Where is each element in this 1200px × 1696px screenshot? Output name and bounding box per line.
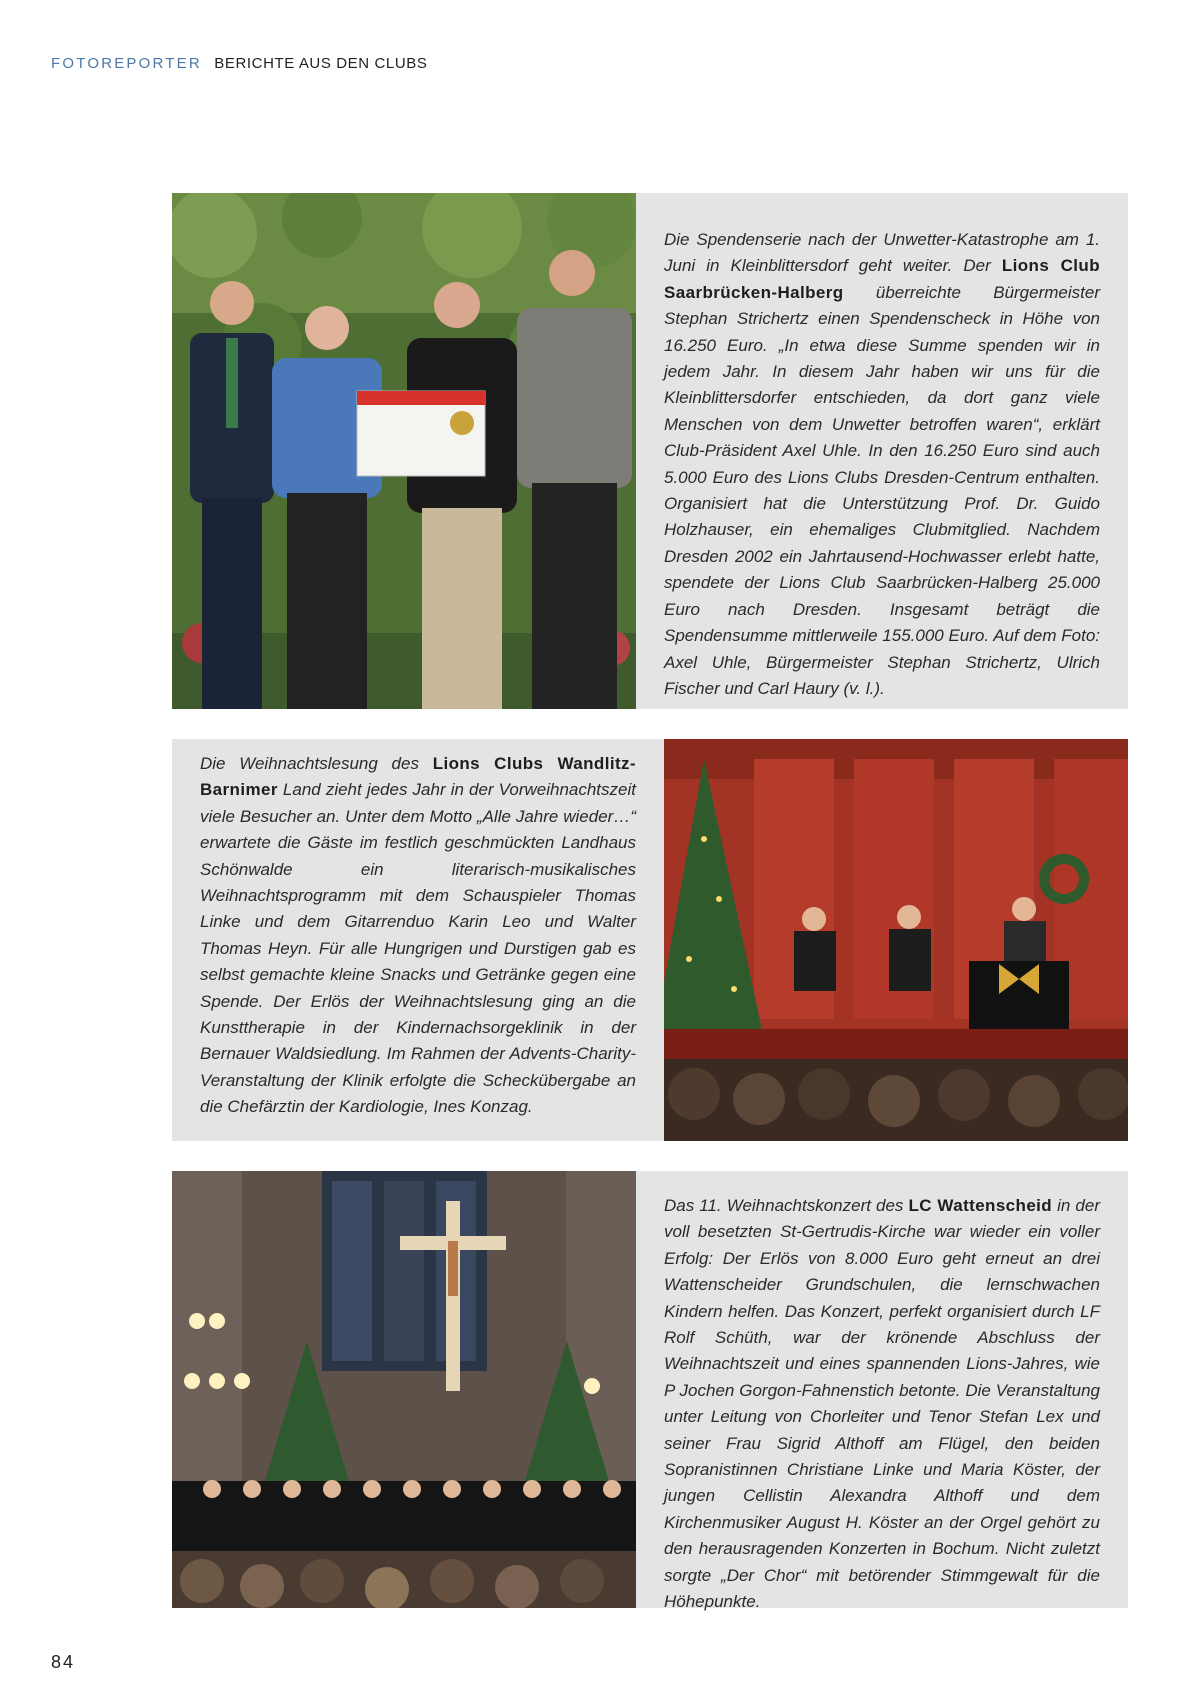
article-2-text: Die Weihnachtslesung des Lions Clubs Wandlitz-Barnimer Land zieht jedes Jahr in der Vorweihnachtszeit viele Besucher an. Unter dem Motto „Alle Jahre wieder…“ erwartete die Gäste im festlich geschmückten Landhaus Schönwalde ein literarisch-musikalisches Weihnachtsprogramm mit dem Schauspieler Thomas Linke und dem Gitarrenduo Karin Leo und Walter Thomas Heyn. Für alle Hungrigen und Durstigen gab es selbst gemachte kleine Snacks und Getränke gegen eine Spende. Der Erlös der Weihnachtslesung ging an die Kunsttherapie in der Kindernachsorgeklinik in der Bernauer Waldsiedlung. Im Rahmen der Advents-Charity-Veranstaltung der Klinik erfolgte die Scheckübergabe an die Chefärztin der Kardiologie, Ines Konzag. xyxy=(172,739,664,1141)
photo-check-handover xyxy=(172,193,636,709)
article-3-text: Das 11. Weihnachtskonzert des LC Wattenscheid in der voll besetzten St-Gertrudis-Kirche war wieder ein voller Erfolg: Der Erlös von 8.000 Euro geht erneut an drei Wattenscheider Grundschulen, die lernschwachen Kindern helfen. Das Konzert, perfekt organisiert durch LF Rolf Schüth, war der krönende Abschluss der Weihnachtszeit und eines spannenden Lions-Jahres, wie P Jochen Gorgon-Fahnenstich betonte. Die Veranstaltung unter Leitung von Chorleiter und Tenor Stefan Lex und seiner Frau Sigrid Althoff am Flügel, den beiden Sopranistinnen Christiane Linke und Maria Köster, der jungen Cellistin Alexandra Althoff und dem Kirchenmusiker August H. Köster an der Orgel gehört zu den herausragenden Konzerten in Bochum. Nicht zuletzt sorgte „Der Chor“ mit betörender Stimmgewalt für die Höhepunkte. xyxy=(636,1171,1128,1608)
page-header xyxy=(51,55,428,72)
club-name: LC Wattenscheid xyxy=(908,1196,1053,1215)
article-1-text: Die Spendenserie nach der Unwetter-Katastrophe am 1. Juni in Kleinblittersdorf geht weiter. Der Lions Club Saarbrücken-Halberg überreichte Bürgermeister Stephan Strichertz einen Spendenscheck in Höhe von 16.250 Euro. „In etwa diese Summe spenden wir in jedem Jahr. In diesem Jahr haben wir uns für die Kleinblittersdorfer entschieden, da dort ganz viele Menschen von dem Unwetter betroffen waren“, erklärt Club-Präsident Axel Uhle. In den 16.250 Euro sind auch 5.000 Euro des Lions Clubs Dresden-Centrum enthalten. Organisiert hat die Unterstützung Prof. Dr. Guido Holzhauser, ein ehemaliges Clubmitglied. Nachdem Dresden 2002 ein Jahrtausend-Hochwasser erlebt hatte, spendete der Lions Club Saarbrücken-Halberg 25.000 Euro nach Dresden. Insgesamt beträgt die Spendensumme mittlerweile 155.000 Euro. Auf dem Foto: Axel Uhle, Bürgermeister Stephan Strichertz, Ulrich Fischer und Carl Haury (v. l.). xyxy=(636,193,1128,709)
header-section: BERICHTE AUS DEN CLUBS xyxy=(214,55,428,72)
club-name: Lions Club Saarbrücken-Halberg xyxy=(664,256,1100,302)
photo-christmas-reading xyxy=(664,739,1128,1141)
photo-church-concert xyxy=(172,1171,636,1608)
page-number: 84 xyxy=(51,1652,76,1672)
header-kicker: FOTOREPORTER xyxy=(51,55,202,72)
club-name: Lions Clubs Wandlitz-Barnimer xyxy=(200,754,636,800)
